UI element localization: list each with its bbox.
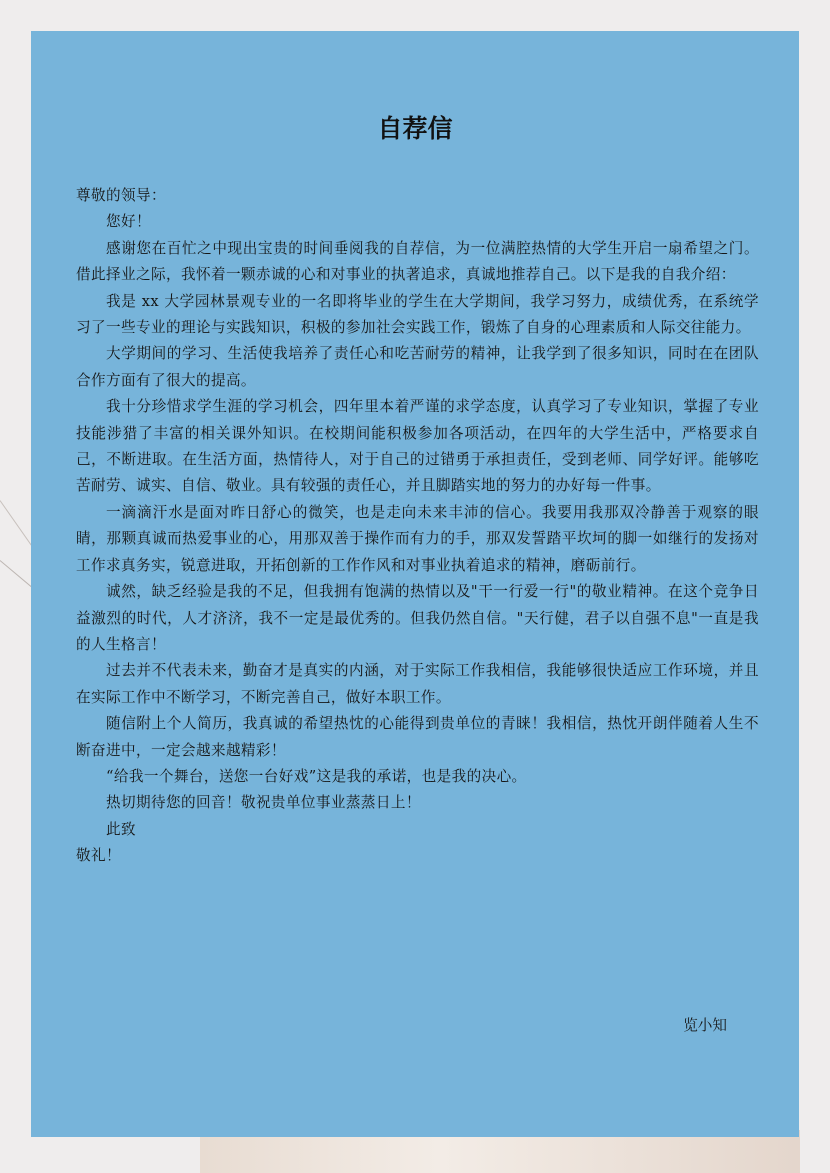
paragraph-thanks: 感谢您在百忙之中现出宝贵的时间垂阅我的自荐信，为一位满腔热情的大学生开启一扇希望之门。借此择业之际，我怀着一颗赤诚的心和对事业的执著追求，真诚地推荐自己。以下是我的自我介绍： (76, 239, 759, 284)
letter-body (76, 183, 759, 870)
letter-title: 自荐信 (377, 114, 453, 143)
closing: 敬礼！ (76, 847, 121, 865)
salutation: 尊敬的领导： (76, 187, 166, 204)
paragraph-effort: 一滴滴汗水是面对昨日舒心的微笑，也是走向未来丰沛的信心。我要用我那双冷静善于观察的眼睛，那颗真诚而热爱事业的心，用那双善于操作而有力的手，那双发誓踏平坎坷的脚一如继行的发扬对工作求真务实，锐意进取，开拓创新的工作作风和对事业执着追求的精神，磨砺前行。 (76, 503, 759, 574)
paragraph-responsibility: 大学期间的学习、生活使我培养了责任心和吃苦耐劳的精神，让我学到了很多知识，同时在在团队合作方面有了很大的提高。 (76, 345, 759, 389)
paragraph-confidence: 诚然，缺乏经验是我的不足，但我拥有饱满的热情以及"干一行爱一行"的敬业精神。在这个竞争日益激烈的时代，人才济济，我不一定是最优秀的。但我仍然自信。"天行健，君子以自强不息"一直是我的人生格言！ (76, 583, 759, 653)
paragraph-wishes: 热切期待您的回音！敬祝贵单位事业蒸蒸日上！ (106, 794, 421, 812)
paragraph-greeting: 您好！ (106, 213, 151, 231)
paragraph-promise: “给我一个舞台，送您一台好戏”这是我的承诺，也是我的决心。 (106, 767, 527, 785)
paragraph-cizhi: 此致 (106, 820, 136, 838)
paragraph-intro: 我是 xx 大学园林景观专业的一名即将毕业的学生在大学期间，我学习努力，成绩优秀，在系统学习了一些专业的理论与实践知识，积极的参加社会实践工作，锻炼了自身的心理素质和人际交往能力。 (76, 292, 759, 337)
background-line (0, 500, 32, 546)
paragraph-study: 我十分珍惜求学生涯的学习机会，四年里本着严谨的求学态度，认真学习了专业知识，掌握了专业技能涉猎了丰富的相关课外知识。在校期间能积极参加各项活动，在四年的大学生活中，严格要求自己，不断进取。在生活方面，热情待人，对于自己的过错勇于承担责任，受到老师、同学好评。能够吃苦耐劳、诚实、自信、敬业。具有较强的责任心，并且脚踏实地的努力的办好每一件事。 (76, 398, 759, 495)
signature: 览小知 (683, 1017, 727, 1034)
letter-sheet (31, 31, 799, 1137)
paragraph-future: 过去并不代表未来，勤奋才是真实的内涵，对于实际工作我相信，我能够很快适应工作环境，并且在实际工作中不断学习，不断完善自己，做好本职工作。 (76, 662, 759, 706)
paragraph-resume: 随信附上个人简历，我真诚的希望热忱的心能得到贵单位的青睐！我相信，热忱开朗伴随着人生不断奋进中，一定会越来越精彩！ (76, 715, 759, 759)
